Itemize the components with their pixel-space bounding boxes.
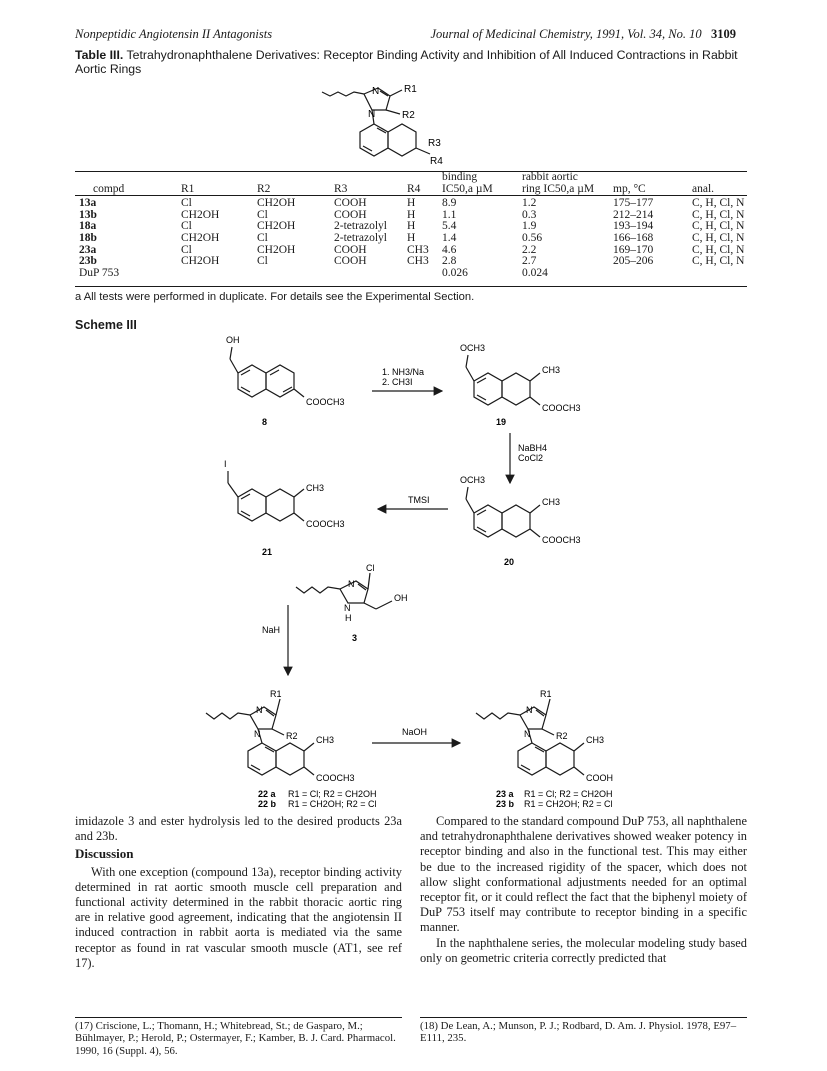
table-cell-r3: COOH [334, 208, 367, 221]
compound-label-19: 19 [496, 417, 507, 427]
column-header: compd [93, 182, 125, 195]
table-cell-compd: 13a [79, 197, 97, 210]
column-header: R1 [181, 182, 195, 195]
table-cell-r4: H [407, 231, 416, 244]
table-cell-r1: Cl [181, 197, 192, 210]
group-ch3: CH3 [542, 365, 561, 375]
ring-atom-nh: N [344, 603, 351, 613]
table-cell-compd: 18b [79, 231, 97, 244]
group-oh: OH [394, 593, 408, 603]
column-header: R2 [257, 182, 271, 195]
reference-rule-left [75, 1017, 402, 1018]
group-cooch3: COOCH3 [542, 403, 581, 413]
table-cell-mp [605, 268, 678, 280]
header-rabbit-aortic: rabbit aortic [522, 171, 578, 183]
table-cell-r2 [245, 268, 322, 280]
table-cell-mp: 169–170 [613, 243, 654, 256]
column-header: R3 [334, 182, 348, 195]
comparison-paragraph: Compared to the standard compound DuP 753, all naphthalene and tetrahydronaphthalene derivatives showed weaker potency in receptor binding and also in the functional test. This may either be due to the increased rigidity of the spacer, which does not allow slight conformational adjustments needed for an optimal receptor fit, or it could reflect the fact that the biphenyl moiety of DuP 753 itself may contribute to receptor binding in a specific manner. [420, 814, 747, 935]
table-cell-r3: COOH [334, 243, 367, 256]
table-cell-aortic: 2.2 [522, 243, 537, 256]
table-cell-anal [678, 268, 747, 280]
table-footnote: a All tests were performed in duplicate. For details see the Experimental Section. [75, 291, 475, 303]
reagent-nh3-na: 1. NH3/Na [382, 367, 425, 377]
table-label: Table III. [75, 48, 124, 62]
ring-atom-n2: N [368, 109, 376, 120]
table-cell-aortic: 0.3 [522, 208, 537, 221]
reagent-cocl2: CoCl2 [518, 453, 544, 463]
label-r2: R2 [556, 731, 568, 741]
table-cell-r4: CH3 [407, 243, 429, 256]
table-cell-r2: Cl [257, 255, 268, 268]
group-cl: Cl [366, 563, 375, 573]
reagent-nabh4: NaBH4 [518, 443, 548, 453]
table-cell-r2: Cl [257, 231, 268, 244]
discussion-paragraph: With one exception (compound 13a), receptor binding activity determined in rat aortic smooth muscle cell preparation and functional activity determined in the rabbit thoracic aortic ring are in relative good agreement, indicating that the angiotensin II induced contraction in rabbit aorta is mediated via the same receptor as found in rat vascular smooth muscle (AT1, see ref 17). [75, 864, 402, 970]
table-cell-anal: C, H, Cl, N [692, 197, 745, 210]
group-iodo: I [224, 459, 227, 469]
group-cooch3: COOCH3 [316, 773, 355, 783]
header-binding: binding [442, 171, 478, 183]
label-r3: R3 [428, 138, 441, 149]
table-row [75, 233, 747, 245]
ring-atom-n1: N [372, 86, 380, 97]
table-cell-r1: CH2OH [181, 231, 220, 244]
journal-citation: Journal of Medicinal Chemistry, 1991, Vol. 34, No. 10 [430, 27, 702, 41]
column-header: mp, °C [613, 182, 646, 195]
table-cell-anal: C, H, Cl, N [692, 220, 745, 233]
group-ch3: CH3 [316, 735, 335, 745]
table-cell-r3 [322, 268, 407, 280]
table-cell-r2: Cl [257, 208, 268, 221]
table-cell-mp: 193–194 [613, 220, 654, 233]
table-cell-r4: CH3 [407, 255, 429, 268]
data-table [75, 172, 747, 279]
legend-23a: R1 = Cl; R2 = CH2OH [524, 789, 613, 799]
ring-atom-h: H [345, 613, 352, 623]
scheme-iii-figure [0, 325, 827, 810]
column-header: ring IC50,a µM [522, 182, 595, 195]
ring-atom-n: N [526, 705, 533, 715]
ring-atom-n: N [256, 705, 263, 715]
reference-18: (18) De Lean, A.; Munson, P. J.; Rodbard, D. Am. J. Physiol. 1978, E97–E111, 235. [420, 1020, 737, 1045]
reagent-ch3i: 2. CH3I [382, 377, 413, 387]
legend-22a: R1 = Cl; R2 = CH2OH [288, 789, 377, 799]
label-r1: R1 [270, 689, 282, 699]
scheme-title: Scheme III [75, 318, 137, 332]
compound-label-20: 20 [504, 557, 515, 567]
group-cooch3: COOCH3 [542, 535, 581, 545]
table-cell-binding: 1.4 [442, 231, 457, 244]
table-cell-r4: H [407, 208, 416, 221]
table-cell-r1: Cl [181, 243, 192, 256]
compound-label-21: 21 [262, 547, 273, 557]
reagent-nah: NaH [262, 625, 281, 635]
label-r2: R2 [286, 731, 298, 741]
right-column [420, 814, 747, 966]
table-cell-mp: 212–214 [613, 208, 654, 221]
column-header: anal. [692, 182, 715, 195]
legend-22b: R1 = CH2OH; R2 = Cl [288, 799, 377, 809]
table-cell-r3: 2-tetrazolyl [334, 220, 388, 233]
table-cell-compd: 18a [79, 220, 97, 233]
table-cell-r4: H [407, 220, 416, 233]
table-cell-binding: 1.1 [442, 208, 457, 221]
group-och3: OCH3 [460, 475, 486, 485]
group-cooh: COOH [586, 773, 613, 783]
compound-label-3: 3 [352, 633, 358, 643]
table-cell-r2: CH2OH [257, 243, 296, 256]
table-caption-text: Tetrahydronaphthalene Derivatives: Receptor Binding Activity and Inhibition of All Induced Contractions in Rabbit Aortic Rings [75, 48, 738, 76]
label-r1: R1 [540, 689, 552, 699]
running-header-right [424, 27, 736, 42]
table-bottom-rule [75, 286, 747, 287]
table-cell-r2: CH2OH [257, 197, 296, 210]
table-cell-compd: 23b [79, 255, 97, 268]
legend-23b: R1 = CH2OH; R2 = Cl [524, 799, 613, 809]
intro-sentence: imidazole 3 and ester hydrolysis led to the desired products 23a and 23b. [75, 814, 402, 844]
table-cell-aortic: 1.9 [522, 220, 537, 233]
table-cell-binding: 2.8 [442, 255, 457, 268]
table-cell-binding: 0.026 [442, 266, 468, 279]
column-header: R4 [407, 182, 421, 195]
table-cell-binding: 4.6 [442, 243, 457, 256]
table-cell-mp: 166–168 [613, 231, 654, 244]
modeling-paragraph: In the naphthalene series, the molecular modeling study based only on geometric criteria correctly predicted that [420, 935, 747, 965]
table-cell-aortic: 0.56 [522, 231, 543, 244]
table-caption [75, 48, 747, 76]
compound-label-22a: 22 a [258, 789, 276, 799]
table-cell-compd: 23a [79, 243, 97, 256]
group-ch3: CH3 [542, 497, 561, 507]
running-header-left: Nonpeptidic Angiotensin II Antagonists [75, 27, 273, 41]
ring-atom-n: N [254, 729, 261, 739]
table-cell-aortic: 0.024 [522, 266, 548, 279]
reagent-naoh: NaOH [402, 727, 428, 737]
column-header: IC50,a µM [442, 182, 493, 195]
reference-17: (17) Criscione, L.; Thomann, H.; Whitebread, St.; de Gasparo, M.; Bühlmayer, P.; Herold, P.; Ostermayer, F.; Kamber, B. J. Card. Pharmacol. 1990, 16 (Suppl. 4), 56. [75, 1020, 396, 1057]
group-cooch3: COOCH3 [306, 397, 345, 407]
section-heading-discussion: Discussion [75, 846, 134, 862]
group-och3: OCH3 [460, 343, 486, 353]
ring-atom-n: N [348, 579, 355, 589]
table-cell-mp: 205–206 [613, 255, 654, 268]
table-structure-figure [320, 84, 490, 172]
compound-label-23b: 23 b [496, 799, 515, 809]
table-cell-binding: 8.9 [442, 197, 457, 210]
table-cell-aortic: 1.2 [522, 197, 537, 210]
table-cell-r1: Cl [181, 220, 192, 233]
group-cooch3: COOCH3 [306, 519, 345, 529]
table-cell-r3: 2-tetrazolyl [334, 231, 388, 244]
table-cell-r3: COOH [334, 255, 367, 268]
table-row [75, 268, 747, 280]
ring-atom-n: N [524, 729, 531, 739]
label-r2: R2 [402, 110, 415, 121]
table-cell-mp: 175–177 [613, 197, 654, 210]
group-ch3: CH3 [306, 483, 325, 493]
table-cell-r4 [407, 268, 442, 280]
table-header-row-1 [75, 172, 747, 184]
table-cell-compd: DuP 753 [79, 266, 120, 279]
table-cell-binding: 5.4 [442, 220, 457, 233]
table-cell-r4: H [407, 197, 416, 210]
table-cell-r1: CH2OH [181, 255, 220, 268]
group-oh: OH [226, 335, 240, 345]
table-cell-compd: 13b [79, 208, 97, 221]
table-cell-r2: CH2OH [257, 220, 296, 233]
compound-label-8: 8 [262, 417, 268, 427]
reagent-tmsi: TMSI [408, 495, 430, 505]
reference-rule-right [420, 1017, 747, 1018]
table-cell-anal: C, H, Cl, N [692, 231, 745, 244]
table-row [75, 256, 747, 268]
table-cell-anal: C, H, Cl, N [692, 243, 745, 256]
table-header-row-2 [75, 184, 747, 196]
table-cell-aortic: 2.7 [522, 255, 537, 268]
table-cell-anal: C, H, Cl, N [692, 255, 745, 268]
table-cell-r1 [169, 268, 245, 280]
left-column [75, 814, 402, 971]
label-r1: R1 [404, 84, 417, 95]
label-r4: R4 [430, 156, 443, 167]
compound-label-22b: 22 b [258, 799, 277, 809]
table-cell-anal: C, H, Cl, N [692, 208, 745, 221]
table-cell-r1: CH2OH [181, 208, 220, 221]
table-cell-r3: COOH [334, 197, 367, 210]
page-number: 3109 [711, 27, 736, 41]
compound-label-23a: 23 a [496, 789, 514, 799]
group-ch3: CH3 [586, 735, 605, 745]
